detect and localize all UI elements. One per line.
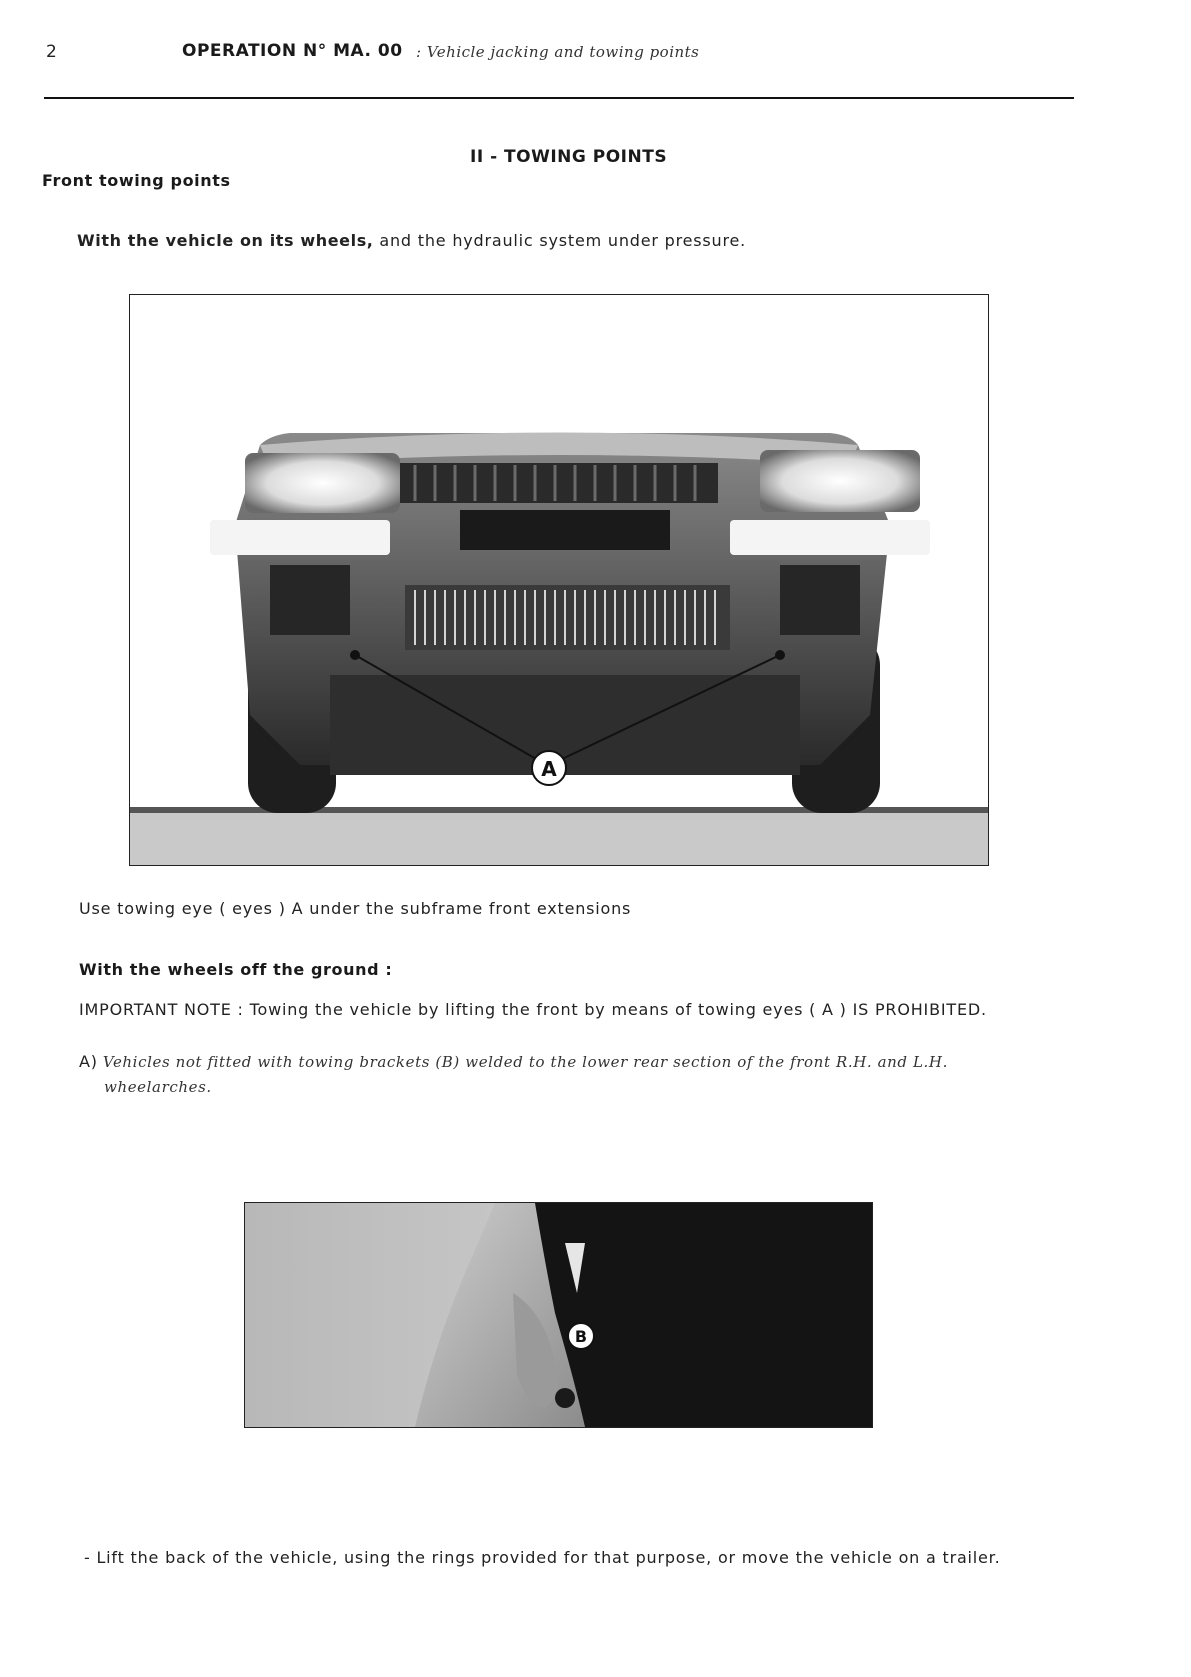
wheelarch-illustration xyxy=(245,1203,872,1427)
front-towing-caption: Use towing eye ( eyes ) A under the subframe front extensions xyxy=(79,899,632,918)
page-number: 2 xyxy=(46,42,57,62)
front-towing-condition xyxy=(77,231,746,250)
upper-grille xyxy=(400,463,718,503)
right-headlamp xyxy=(760,450,920,512)
item-a xyxy=(79,1052,1039,1071)
towing-eye-right xyxy=(775,650,785,660)
condition-rest: and the hydraulic system under pressure. xyxy=(379,231,747,250)
label-a: A xyxy=(541,757,557,781)
lift-instruction: - Lift the back of the vehicle, using the rings provided for that purpose, or move the vehicle on a trailer. xyxy=(84,1548,1001,1567)
header-rule xyxy=(44,97,1074,99)
item-a-line2: wheelarches. xyxy=(104,1078,212,1096)
front-vehicle-illustration xyxy=(130,295,988,865)
plate-area xyxy=(460,510,670,550)
operation-subtitle: : Vehicle jacking and towing points xyxy=(416,43,700,61)
lower-grille xyxy=(405,585,730,650)
front-towing-heading: Front towing points xyxy=(42,171,231,190)
item-a-marker: A) xyxy=(79,1052,98,1071)
towing-eye-left xyxy=(350,650,360,660)
section-title: II - TOWING POINTS xyxy=(470,147,668,167)
front-vehicle-photo xyxy=(129,294,989,866)
important-note: IMPORTANT NOTE : Towing the vehicle by lifting the front by means of towing eyes ( A ) IS PROHIBITED. xyxy=(79,1000,987,1019)
right-bumper-lamp xyxy=(730,520,930,555)
label-b: B xyxy=(574,1327,588,1346)
left-headlamp xyxy=(245,453,400,513)
item-a-line1: Vehicles not fitted with towing brackets (B) welded to the lower rear section of the front R.H. and L.H. xyxy=(102,1053,948,1071)
operation-title: OPERATION N° MA. 00 xyxy=(182,41,403,61)
condition-bold: With the vehicle on its wheels, xyxy=(77,231,374,250)
wheelarch-photo xyxy=(244,1202,873,1428)
bracket-hole xyxy=(555,1388,575,1408)
wheels-off-heading: With the wheels off the ground : xyxy=(79,960,393,979)
left-bumper-lamp xyxy=(210,520,390,555)
ground-strip xyxy=(130,813,988,865)
